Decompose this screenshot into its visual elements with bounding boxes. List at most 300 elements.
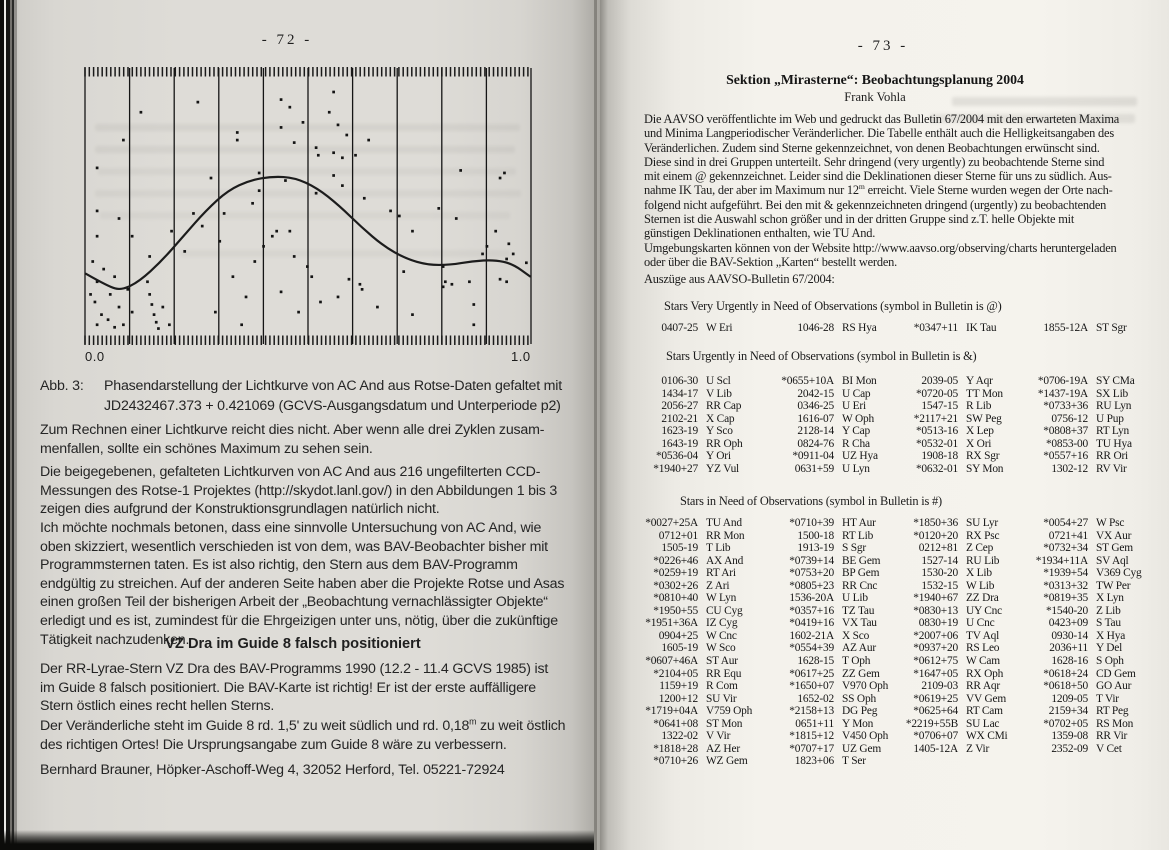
star-row: [644, 388, 1154, 401]
star-designation: *0607+46A: [645, 655, 698, 668]
star-name: RU Lyn: [1096, 400, 1132, 413]
star-designation: *0702+05: [1043, 717, 1088, 730]
star-name: RT Cam: [966, 705, 1003, 718]
star-designation: 2042-15: [797, 387, 834, 400]
star-name: V450 Oph: [842, 730, 889, 743]
text-line: zeigen dies aufgrund der Konstruktionsgrundlagen natürlich nicht.: [40, 501, 440, 518]
star-designation: *0557+16: [1043, 450, 1088, 463]
text-line: oder über die BAV-Sektion „Karten“ bestellt werden.: [644, 254, 898, 269]
paragraph: [40, 463, 557, 519]
text-line: des richtigen Ortes! Die Ursprungsangabe zum Guide 8 wäre zu verbessern.: [40, 736, 507, 753]
star-designation: 1643-19: [661, 437, 698, 450]
star-name: TU And: [706, 517, 742, 529]
star-designation: 1159+19: [659, 680, 698, 693]
star-designation: 1405-12A: [913, 742, 958, 755]
star-designation: *0830+13: [913, 604, 958, 617]
star-designation: 0824-76: [797, 437, 834, 450]
star-name: ST Mon: [706, 717, 743, 730]
star-name: X Ori: [966, 437, 992, 450]
star-designation: 1536-20A: [789, 592, 834, 605]
star-name: W Sco: [706, 642, 736, 655]
star-name: RX Sgr: [966, 450, 1000, 463]
star-designation: *0641+08: [653, 717, 698, 730]
star-designation: *0226+46: [653, 554, 698, 567]
star-designation: *0707+17: [789, 742, 834, 755]
star-row: [644, 680, 1154, 693]
star-designation: *0710+26: [653, 755, 698, 768]
star-name: TZ Tau: [842, 604, 875, 617]
star-name: AX And: [706, 554, 744, 567]
star-designation: 1628-16: [1051, 655, 1088, 668]
star-name: WX CMi: [966, 730, 1008, 743]
star-designation: *2117+21: [913, 412, 958, 425]
star-designation: *1650+07: [789, 680, 834, 693]
star-designation: *0513-16: [915, 425, 958, 438]
star-name: UZ Gem: [842, 742, 881, 755]
star-designation: 0651+11: [795, 717, 834, 730]
star-name: RS Leo: [966, 642, 1000, 655]
star-name: T Lib: [706, 542, 731, 555]
star-name: RR Aqr: [966, 680, 1000, 693]
star-designation: *0720-05: [915, 387, 958, 400]
star-name: V970 Oph: [842, 680, 889, 693]
star-name: TT Mon: [966, 387, 1003, 400]
star-designation: 1652-02: [797, 692, 834, 705]
text-line: Umgebungskarten können von der Website http://www.aavso.org/observing/charts heruntergeladen: [644, 240, 1117, 255]
star-name: ST Gem: [1096, 542, 1133, 555]
star-designation: 1322-02: [661, 730, 698, 743]
star-designation: 0212+81: [918, 542, 958, 555]
star-name: Y Aqr: [966, 375, 993, 387]
star-name: X Cap: [706, 412, 735, 425]
star-designation: *0625+64: [913, 705, 958, 718]
star-designation: *1934+11A: [1035, 554, 1088, 567]
star-name: U Cap: [842, 387, 871, 400]
text-line: günstigen Deklinationen enthalten, wie TU And.: [644, 226, 876, 241]
star-name: RX Psc: [966, 529, 1000, 542]
star-designation: *0618+50: [1043, 680, 1088, 693]
star-designation: *1940+27: [653, 462, 698, 475]
star-name: W Eri: [706, 322, 733, 334]
star-designation: 1823+06: [794, 755, 834, 768]
figure-caption-text: [104, 376, 562, 416]
star-row: [644, 425, 1154, 438]
star-designation: *0753+20: [789, 567, 834, 580]
star-row: [644, 592, 1154, 605]
star-designation: *2007+06: [913, 629, 958, 642]
star-name: BP Gem: [842, 567, 880, 580]
star-name: T Vir: [1096, 692, 1119, 705]
star-name: WZ Gem: [706, 755, 748, 768]
star-name: Y Ori: [706, 450, 731, 463]
star-name: X Lyn: [1096, 592, 1124, 605]
star-name: RU Lib: [966, 554, 1000, 567]
star-name: RV Vir: [1096, 462, 1127, 475]
star-row: [644, 743, 1154, 756]
star-designation: 1605-19: [661, 642, 698, 655]
star-designation: *0710+39: [789, 517, 834, 529]
text-line: Zum Rechnen einer Lichtkurve reicht dies nicht. Aber wenn alle drei Zyklen zusam-: [40, 422, 545, 438]
star-designation: [898, 755, 958, 768]
star-designation: *0808+37: [1043, 425, 1088, 438]
star-row: [644, 693, 1154, 706]
star-name: W Psc: [1096, 517, 1125, 529]
star-name: SW Peg: [966, 412, 1002, 425]
figure-caption: [40, 376, 562, 416]
star-designation: *0810+40: [653, 592, 698, 605]
phase-plot-svg: [84, 67, 532, 345]
star-row: [644, 705, 1154, 718]
star-name: Y Sco: [706, 425, 733, 438]
star-name: ZZ Dra: [966, 592, 999, 605]
scan-shadow-bottom: [0, 830, 594, 850]
star-designation: 0712+01: [658, 529, 698, 542]
star-designation: *0739+14: [789, 554, 834, 567]
paragraph: [40, 660, 548, 716]
star-name: R Com: [706, 680, 738, 693]
star-name: RS Hya: [842, 322, 877, 334]
book-spine-edge: [0, 0, 17, 850]
star-designation: *0819+35: [1043, 592, 1088, 605]
star-name: X Sco: [842, 629, 870, 642]
star-designation: 0106-30: [661, 375, 698, 387]
paragraph: [40, 421, 544, 458]
star-designation: *1540-20: [1045, 604, 1088, 617]
star-name: RR Mon: [706, 529, 745, 542]
star-designation: *0853-00: [1045, 437, 1088, 450]
star-name: TU Hya: [1096, 437, 1132, 450]
star-designation: 0631+59: [794, 462, 834, 475]
star-name: TV Aql: [966, 629, 1000, 642]
star-name: SY CMa: [1096, 375, 1135, 387]
star-designation: *0619+25: [913, 692, 958, 705]
star-name: W Cnc: [706, 629, 737, 642]
page-fold: [594, 0, 597, 850]
star-designation: [1016, 755, 1088, 768]
star-designation: 2128-14: [797, 425, 834, 438]
star-name: X Hya: [1096, 629, 1126, 642]
star-designation: 0346-25: [797, 400, 834, 413]
star-row: [644, 580, 1154, 593]
star-name: X Lib: [966, 567, 992, 580]
star-row: [644, 542, 1154, 555]
star-designation: *0732+34: [1043, 542, 1088, 555]
star-row: [644, 605, 1154, 618]
star-row: [644, 517, 1154, 530]
star-designation: 1628-15: [797, 655, 834, 668]
star-designation: *1939+54: [1043, 567, 1088, 580]
star-designation: 1359-08: [1051, 730, 1088, 743]
star-name: V Vir: [706, 730, 731, 743]
page-number: - 72 -: [261, 32, 313, 48]
star-row: [644, 463, 1154, 476]
star-designation: *1950+55: [653, 604, 698, 617]
star-row: [644, 655, 1154, 668]
star-name: CD Gem: [1096, 667, 1136, 680]
star-name: HT Aur: [842, 517, 876, 529]
star-name: RR Oph: [706, 437, 743, 450]
star-designation: *0347+11: [913, 322, 958, 334]
star-name: RR Cap: [706, 400, 742, 413]
star-designation: 1302-12: [1051, 462, 1088, 475]
star-designation: 1500-18: [797, 529, 834, 542]
star-name: V759 Oph: [706, 705, 753, 718]
star-designation: *1818+28: [653, 742, 698, 755]
star-name: SU Vir: [706, 692, 737, 705]
star-name: Y Mon: [842, 717, 874, 730]
figure-caption-label: Abb. 3:: [40, 378, 84, 394]
star-name: SU Lac: [966, 717, 1000, 730]
star-designation: *0054+27: [1043, 517, 1088, 529]
star-designation: *0618+24: [1043, 667, 1088, 680]
text-line: Tätigkeit nachzudenken.: [40, 631, 190, 648]
page-number: - 73 -: [857, 38, 909, 54]
list-heading-very-urgent: Stars Very Urgently in Need of Observations (symbol in Bulletin is @): [664, 299, 1002, 313]
paragraph: [40, 519, 564, 649]
star-row: [644, 668, 1154, 681]
section-heading: VZ Dra im Guide 8 falsch positioniert: [165, 636, 421, 652]
star-name: U Eri: [842, 400, 866, 413]
text-line: Diese sind in drei Gruppen unterteilt. Sehr dringend (very urgently) zu beobachtende Sterne sind: [644, 154, 1105, 169]
star-name: S Tau: [1096, 617, 1121, 630]
star-name: TW Per: [1096, 579, 1131, 592]
star-designation: *1951+36A: [645, 617, 698, 630]
star-name: W Cam: [966, 655, 1000, 668]
star-designation: *0532-01: [915, 437, 958, 450]
star-designation: *0419+16: [789, 617, 834, 630]
star-name: AZ Her: [706, 742, 740, 755]
star-designation: 1913-19: [797, 542, 834, 555]
star-name: RX Oph: [966, 667, 1004, 680]
star-name: S Oph: [1096, 655, 1124, 668]
star-name: T Oph: [842, 655, 871, 668]
article-title: Sektion „Mirasterne“: Beobachtungsplanung 2004: [726, 72, 1024, 87]
star-designation: 0721+41: [1048, 529, 1088, 542]
star-designation: *0027+25A: [645, 517, 698, 529]
star-name: RR Equ: [706, 667, 742, 680]
star-name: W Lyn: [706, 592, 737, 605]
star-table-need: [644, 517, 1154, 768]
star-name: [1088, 755, 1144, 768]
intro-paragraph: [644, 112, 1119, 269]
star-name: BE Gem: [842, 554, 881, 567]
star-name: RT Lib: [842, 529, 874, 542]
star-name: SV Aql: [1096, 554, 1129, 567]
star-name: Z Lib: [1096, 604, 1121, 617]
star-row: [644, 450, 1154, 463]
list-heading-need: Stars in Need of Observations (symbol in Bulletin is #): [680, 494, 942, 508]
text-line: mit einem @ gekennzeichnet. Leider sind die Deklinationen dieser Sterne für uns zu südlich. Aus-: [644, 169, 1112, 184]
star-designation: *1850+36: [913, 517, 958, 529]
star-name: R Lib: [966, 400, 992, 413]
star-row: [644, 438, 1154, 451]
star-row: [644, 413, 1154, 426]
star-designation: 1200+12: [658, 692, 698, 705]
star-designation: *0612+75: [913, 655, 958, 668]
star-row: [644, 630, 1154, 643]
star-name: V369 Cyg: [1096, 567, 1142, 580]
star-designation: *0617+25: [789, 667, 834, 680]
star-row: [644, 375, 1154, 388]
text-line: Phasendarstellung der Lichtkurve von AC And aus Rotse-Daten gefaltet mit: [104, 378, 562, 394]
star-name: RS Mon: [1096, 717, 1134, 730]
text-line: folgend nicht aufgeführt. Bei den mit & gekennzeichneten dringend (urgently) zu beobachtenden: [644, 197, 1107, 212]
star-name: BI Mon: [842, 375, 877, 387]
star-name: VX Aur: [1096, 529, 1132, 542]
star-name: RT Ari: [706, 567, 736, 580]
star-name: R Cha: [842, 437, 870, 450]
star-designation: 1530-20: [921, 567, 958, 580]
text-line: Die beigegebenen, gefalteten Lichtkurven von AC And aus 216 ungefilterten CCD-: [40, 464, 541, 480]
star-name: RR Vir: [1096, 730, 1128, 743]
star-name: Z Ari: [706, 579, 730, 592]
star-designation: *0259+19: [653, 567, 698, 580]
star-designation: *0632-01: [915, 462, 958, 475]
text-line: JD2432467.373 + 0.421069 (GCVS-Ausgangsdatum und Unterperiode p2): [104, 398, 561, 414]
star-name: RR Ori: [1096, 450, 1129, 463]
star-designation: 2039-05: [921, 375, 958, 387]
star-designation: *0302+26: [653, 579, 698, 592]
star-row: [644, 755, 1154, 768]
list-heading-urgent: Stars Urgently in Need of Observations (symbol in Bulletin is &): [666, 349, 977, 363]
star-name: V Lib: [706, 387, 732, 400]
star-designation: 1616-07: [797, 412, 834, 425]
star-designation: *2158+13: [789, 705, 834, 718]
star-designation: 2056-27: [661, 400, 698, 413]
star-designation: 0407-25: [661, 322, 698, 334]
star-name: S Sgr: [842, 542, 867, 555]
star-designation: *0313+32: [1043, 579, 1088, 592]
star-name: ZZ Gem: [842, 667, 880, 680]
phase-plot-figure: [84, 67, 532, 345]
star-name: U Scl: [706, 375, 731, 387]
star-name: X Lep: [966, 425, 994, 438]
star-row: [644, 642, 1154, 655]
star-name: W Oph: [842, 412, 875, 425]
star-name: GO Aur: [1096, 680, 1132, 693]
text-line: Messungen des Rotse-1 Projektes (http://skydot.lanl.gov/) in den Abbildungen 1 bis 3: [40, 482, 558, 499]
x-axis-max-label: 1.0: [511, 349, 531, 364]
star-row: [644, 555, 1154, 568]
star-name: Y Cap: [842, 425, 870, 438]
star-name: YZ Vul: [706, 462, 740, 475]
star-designation: 1623-19: [661, 425, 698, 438]
star-designation: 0904+25: [658, 629, 698, 642]
star-designation: 2109-03: [921, 680, 958, 693]
star-designation: *0805+23: [789, 579, 834, 592]
text-line: menfallen, sollte ein schönes Maximum zu sehen sein.: [40, 440, 373, 457]
star-name: ST Sgr: [1096, 322, 1127, 334]
star-name: CU Cyg: [706, 604, 743, 617]
star-name: U Lyn: [842, 462, 870, 475]
text-line: im Guide 8 falsch positioniert. Die BAV-Karte ist richtig! Er ist der erste auffälligere: [40, 679, 536, 696]
star-name: W Lib: [966, 579, 995, 592]
star-name: SY Mon: [966, 462, 1004, 475]
star-name: UZ Hya: [842, 450, 878, 463]
excerpt-label: Auszüge aus AAVSO-Bulletin 67/2004:: [644, 272, 835, 286]
right-page: [600, 0, 1169, 850]
star-designation: *2104+05: [653, 667, 698, 680]
star-designation: 0930-14: [1051, 629, 1088, 642]
star-designation: 0423+09: [1048, 617, 1088, 630]
star-designation: 2036+11: [1049, 642, 1088, 655]
star-name: DG Peg: [842, 705, 878, 718]
star-designation: *1647+05: [913, 667, 958, 680]
text-line: nahme IK Tau, der aber im Maximum nur 12$^m$ erreicht. Viele Sterne wurden wegen der Orte nach-: [644, 182, 1113, 198]
article-author: Frank Vohla: [844, 90, 906, 104]
star-designation: *0655+10A: [781, 375, 834, 387]
star-name: SU Lyr: [966, 517, 999, 529]
star-name: Z Vir: [966, 742, 990, 755]
star-designation: 1908-18: [921, 450, 958, 463]
star-designation: 0830+19: [918, 617, 958, 630]
star-name: SS Oph: [842, 692, 876, 705]
text-line: endgültig zu streichen. Auf der anderen Seite haben aber die Projekte Rotse und Asas: [40, 575, 565, 592]
star-row: [644, 617, 1154, 630]
star-name: VV Gem: [966, 692, 1007, 705]
star-designation: 1209-05: [1051, 692, 1088, 705]
star-designation: *0706-19A: [1037, 375, 1088, 387]
star-name: U Pup: [1096, 412, 1124, 425]
text-line: und Minima Langperiodischer Veränderlicher. Die Tabelle enthält auch die Helligkeitsangaben des: [644, 126, 1114, 141]
star-designation: 2102-21: [661, 412, 698, 425]
star-name: Z Cep: [966, 542, 994, 555]
star-designation: *1940+67: [913, 592, 958, 605]
star-designation: *0733+36: [1043, 400, 1088, 413]
star-designation: 1547-15: [921, 400, 958, 413]
star-name: U Lib: [842, 592, 868, 605]
star-name: V Cet: [1096, 742, 1122, 755]
paragraph: [40, 717, 565, 754]
star-name: Y Del: [1096, 642, 1123, 655]
star-table-urgent: [644, 375, 1154, 475]
star-designation: *1437-19A: [1037, 387, 1088, 400]
star-designation: *0120+20: [913, 529, 958, 542]
star-designation: *0706+07: [913, 730, 958, 743]
star-name: SX Lib: [1096, 387, 1129, 400]
star-name: T Ser: [842, 755, 866, 768]
text-line: Programmsternen taten. Es ist also richtig, den Stern aus dem BAV-Programm: [40, 557, 518, 574]
text-line: einen großen Teil der bisherigen Arbeit der „Beobachtung vernachlässigter Objekte“: [40, 594, 548, 611]
star-designation: 2159+34: [1048, 705, 1088, 718]
star-designation: 0756-12: [1051, 412, 1088, 425]
text-line: Der Veränderliche steht im Guide 8 rd. 1,5' zu weit südlich und rd. 0,18$^m$ zu weit östlich: [40, 716, 566, 734]
text-line: Ich möchte nochmals betonen, dass eine sinnvolle Untersuchung von AC And, wie: [40, 520, 542, 536]
star-designation: 1532-15: [921, 579, 958, 592]
star-name: [958, 755, 1016, 768]
star-row: [644, 530, 1154, 543]
star-row: [644, 730, 1154, 743]
star-row: [644, 322, 1154, 335]
star-name: IK Tau: [966, 322, 997, 334]
text-line: Der RR-Lyrae-Stern VZ Dra des BAV-Programms 1990 (12.2 - 11.4 GCVS 1985) ist: [40, 661, 549, 677]
star-designation: 1046-28: [797, 322, 834, 334]
star-name: U Cnc: [966, 617, 995, 630]
text-line: Sternen ist die Auswahl schon größer und in der dritten Gruppe sind z.T. helle Objekte mit: [644, 212, 1075, 227]
star-name: RT Peg: [1096, 705, 1129, 718]
star-designation: 1602-21A: [789, 629, 834, 642]
star-designation: *1719+04A: [645, 705, 698, 718]
star-name: ST Aur: [706, 655, 738, 668]
x-axis-min-label: 0.0: [85, 349, 105, 364]
star-designation: *0937+20: [913, 642, 958, 655]
star-designation: *0911-04: [792, 450, 834, 463]
star-name: UY Cnc: [966, 604, 1003, 617]
star-name: IZ Cyg: [706, 617, 738, 630]
star-name: VX Tau: [842, 617, 877, 630]
star-designation: 2352-09: [1051, 742, 1088, 755]
star-designation: *1815+12: [789, 730, 834, 743]
